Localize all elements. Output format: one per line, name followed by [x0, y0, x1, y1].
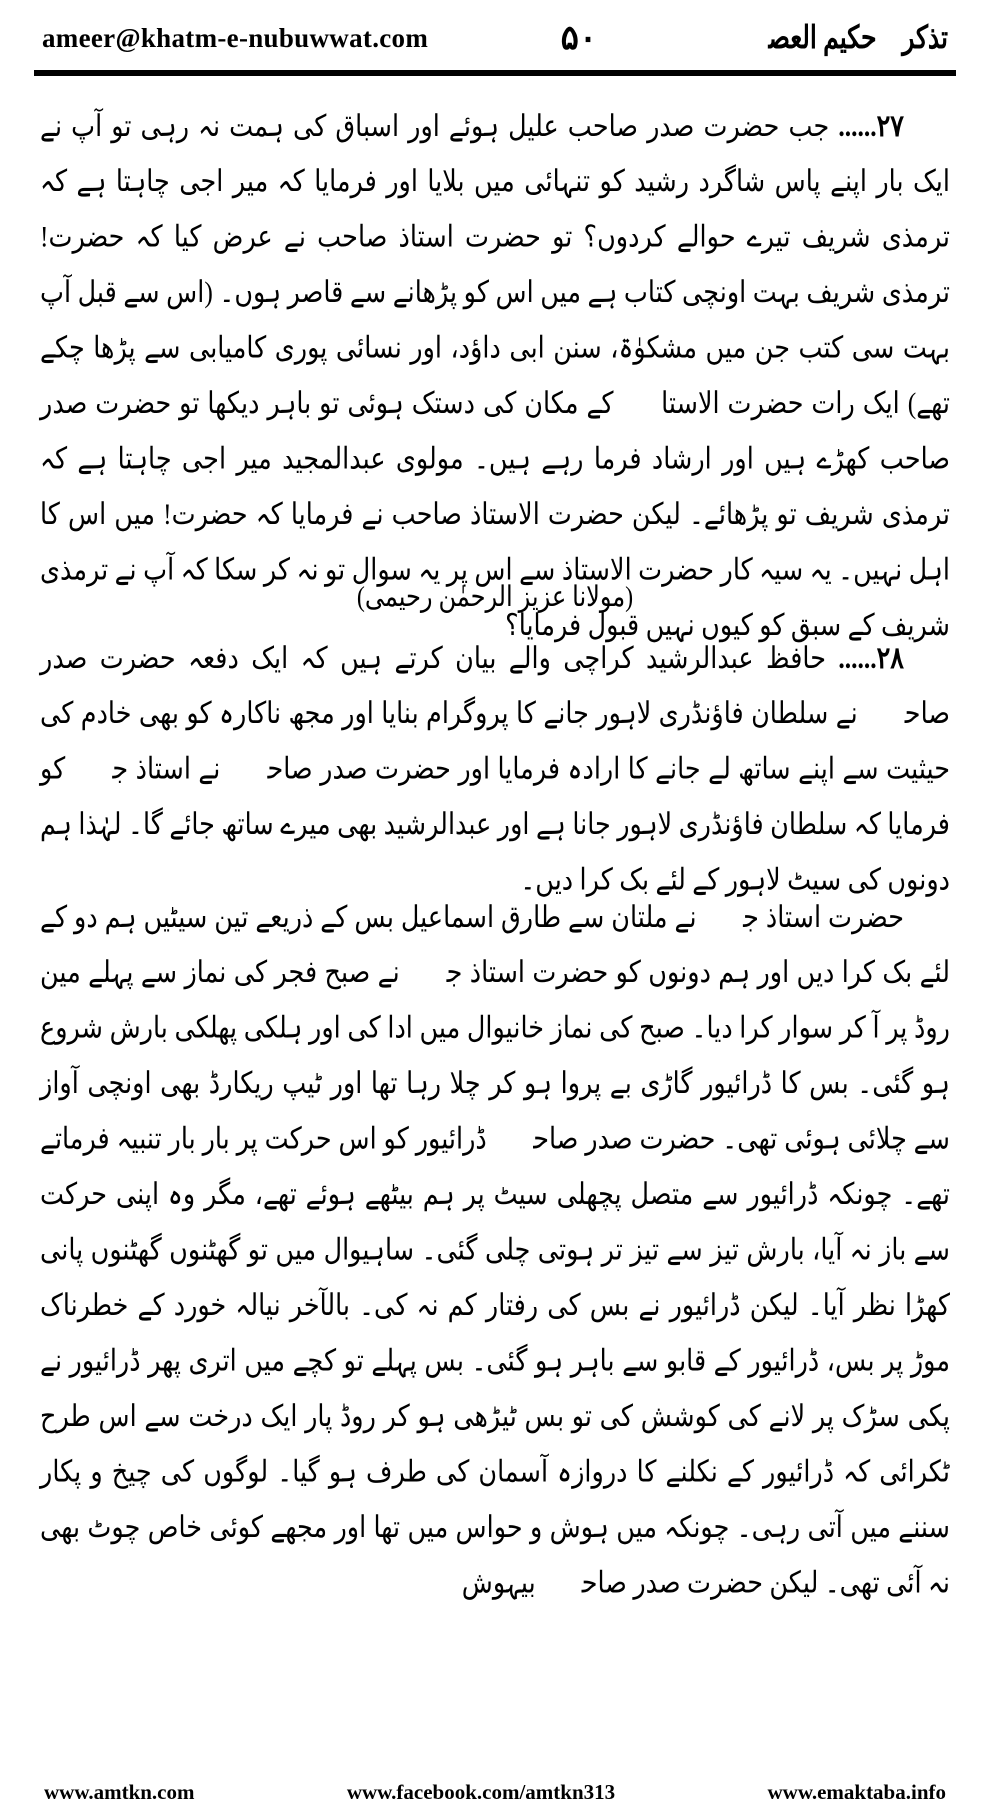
paragraph-29-text: حضرت استاذ جیؒ نے ملتان سے طارق اسماعیل بس کے ذریعے تین سیٹیں ہم دو کے لئے بک کرا دیں اور ہم دونوں کو حضرت استاذ جیؒ نے صبح فجر کی نماز سے پہلے مین روڈ پر آ کر سوار کرا دیا۔ صبح کی نماز خانیوال میں ادا کی اور ہلکی پھلکی بارش شروع ہو گئی۔ بس کا ڈرائیور گاڑی بے پروا ہو کر چلا رہا تھا اور ٹیپ ریکارڈ بھی اونچی آواز سے چلائی ہوئی تھی۔ حضرت صدر صاحبؒ ڈرائیور کو اس حرکت پر بار بار تنبیہ فرماتے تھے۔ چونکہ ڈرائیور سے متصل پچھلی سیٹ پر ہم بیٹھے ہوئے تھے، مگر وہ اپنی حرکت سے باز نہ آیا، بارش تیز سے تیز تر ہوتی چلی گئی۔ ساہیوال میں تو گھٹنوں گھٹنوں پانی کھڑا نظر آیا۔ لیکن ڈرائیور نے بس کی رفتار کم نہ کی۔ بالآخر نیالہ خورد کے خطرناک موڑ پر بس، ڈرائیور کے قابو سے باہر ہو گئی۔ بس پہلے تو کچے میں اتری پھر ڈرائیور نے پکی سڑک پر لانے کی کوشش کی تو بس ٹیڑھی ہو کر روڈ پار ایک درخت سے اس طرح ٹکرائی کہ ڈرائیور کے نکلنے کا دروازہ آسمان کی طرف ہو گیا۔ لوگوں کی چیخ و پکار سننے میں آتی رہی۔ چونکہ میں ہوش و حواس میں تھا اور مجھے کوئی خاص چوٹ بھی نہ آئی تھی۔ لیکن حضرت صدر صاحبؒ بیہوش [40, 899, 950, 1600]
paragraph-29 [40, 889, 950, 1610]
paragraph-28 [40, 630, 950, 907]
paragraph-27 [40, 98, 950, 653]
page-footer [34, 1774, 956, 1805]
footer-link-facebook[interactable]: www.facebook.com/amtkn313 [346, 1780, 616, 1804]
paragraph-28-number: ۲۸...... [838, 640, 905, 675]
page-number: ۵۰ [560, 20, 598, 57]
page-body [34, 84, 956, 1774]
paragraph-28-text: حافظ عبدالرشید کراچی والے بیان کرتے ہیں کہ ایک دفعہ حضرت صدر صاحبؒ نے سلطان فاؤنڈری لاہور جانے کا پروگرام بنایا اور مجھ ناکارہ کو بھی خادم کی حیثیت سے اپنے ساتھ لے جانے کا ارادہ فرمایا اور حضرت صدر صاحبؒ نے استاذ جیؒ کو فرمایا کہ سلطان فاؤنڈری لاہور جانا ہے اور عبدالرشید بھی میرے ساتھ جائے گا۔ لہٰذا ہم دونوں کی سیٹ لاہور کے لئے بک کرا دیں۔ [40, 640, 950, 897]
paragraph-27-text: جب حضرت صدر صاحب علیل ہوئے اور اسباق کی ہمت نہ رہی تو آپ نے ایک بار اپنے پاس شاگرد رشید کو تنہائی میں بلایا اور فرمایا کہ میر اجی چاہتا ہے کہ ترمذی شریف تیرے حوالے کردوں؟ تو حضرت استاذ صاحب نے عرض کیا کہ حضرت! ترمذی شریف بہت اونچی کتاب ہے میں اس کو پڑھانے سے قاصر ہوں۔ (اس سے قبل آپ بہت سی کتب جن میں مشکوٰۃ، سنن ابی داؤد، اور نسائی پوری کامیابی سے پڑھا چکے تھے) ایک رات حضرت الاستاذؒ کے مکان کی دستک ہوئی تو باہر دیکھا تو حضرت صدر صاحب کھڑے ہیں اور ارشاد فرما رہے ہیں۔ مولوی عبدالمجید میر اجی چاہتا ہے کہ ترمذی شریف تو پڑھائے۔ لیکن حضرت الاستاذ صاحب نے فرمایا کہ حضرت! میں اس کا اہل نہیں۔ یہ سیہ کار حضرت الاستاذ سے اس پر یہ سوال تو نہ کر سکا کہ آپ نے ترمذی شریف کے سبق کو کیوں نہیں قبول فرمایا؟ [40, 108, 950, 642]
attribution-text: (مولانا عزیز الرحمٰن رحیمی) [356, 582, 634, 613]
header-divider-bottom [34, 73, 956, 76]
footer-link-website[interactable]: www.amtkn.com [44, 1780, 195, 1804]
footer-link-emaktaba[interactable]: www.emaktaba.info [767, 1780, 946, 1804]
page-header [34, 18, 956, 68]
paragraph-27-number: ۲۷...... [838, 108, 904, 143]
book-title: تذکرہ حکیم العصرؒ [729, 21, 948, 56]
header-email: ameer@khatm-e-nubuwwat.com [42, 22, 429, 53]
